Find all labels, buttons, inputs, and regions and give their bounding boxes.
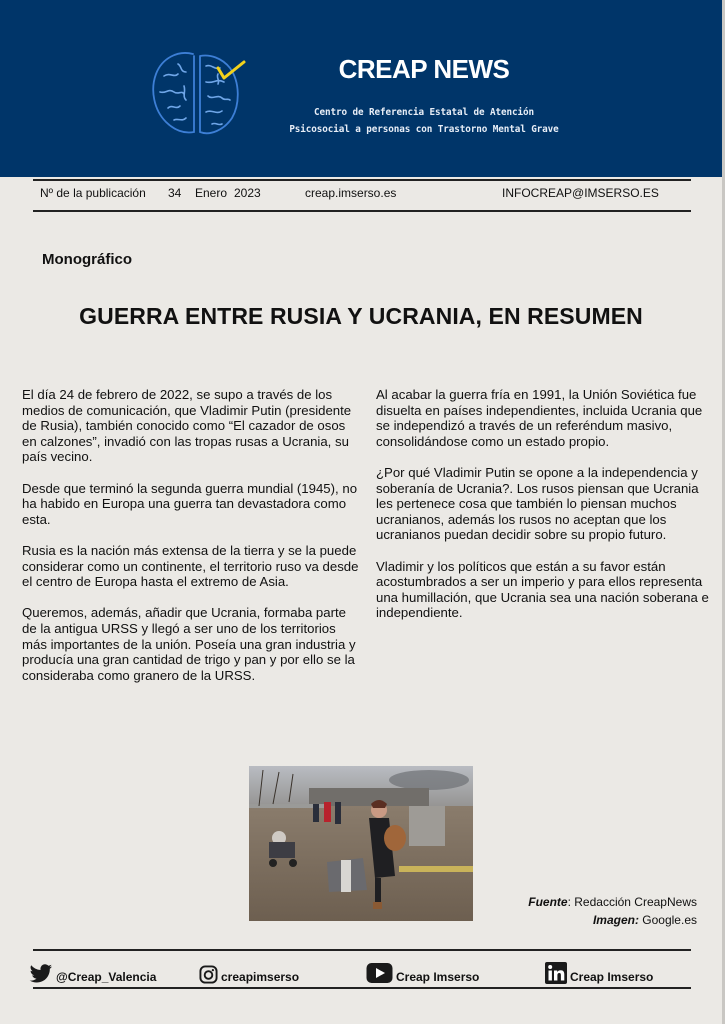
twitter-icon <box>29 964 53 984</box>
publication-bar <box>40 186 690 202</box>
divider <box>33 987 691 989</box>
publication-year: 2023 <box>234 186 261 200</box>
youtube-channel: Creap Imserso <box>396 970 480 984</box>
photo-illustration <box>249 766 473 921</box>
article-photo <box>249 766 473 921</box>
twitter-handle: @Creap_Valencia <box>56 970 157 984</box>
paragraph: Vladimir y los políticos que están a su favor están acostumbrados a ser un imperio y para ellos representa una humillación, que Ucrania sea una nación soberana e independiente. <box>376 558 709 621</box>
publication-label: Nº de la publicación <box>40 186 146 200</box>
masthead <box>0 0 722 177</box>
linkedin-page: Creap Imserso <box>570 970 654 984</box>
social-twitter[interactable] <box>29 958 156 984</box>
divider <box>33 949 691 951</box>
image-value: Google.es <box>638 913 697 927</box>
instagram-handle: creapimserso <box>221 970 300 984</box>
source-label: Fuente <box>528 895 568 909</box>
subtitle-line-2: Psicosocial a personas con Trastorno Mental Grave <box>289 124 559 135</box>
photo-credits <box>528 893 697 929</box>
email-link[interactable]: INFOCREAP@IMSERSO.ES <box>502 186 659 200</box>
subtitle-line-1: Centro de Referencia Estatal de Atención <box>314 107 534 118</box>
instagram-icon <box>199 965 218 984</box>
paragraph: Rusia es la nación más extensa de la tierra y se la puede considerar como un continente, el territorio ruso va desde el centro de Europa hasta el extremo de Asia. <box>22 542 359 590</box>
paragraph: Desde que terminó la segunda guerra mundial (1945), no ha habido en Europa una guerra tan devastadora como esta. <box>22 480 358 527</box>
website-link[interactable]: creap.imserso.es <box>305 186 397 200</box>
article-column-left <box>22 387 360 699</box>
section-label: Monográfico <box>42 251 132 268</box>
newsletter-subtitle <box>270 104 578 138</box>
article-headline: GUERRA ENTRE RUSIA Y UCRANIA, EN RESUMEN <box>79 303 643 329</box>
paragraph: ¿Por qué Vladimir Putin se opone a la independencia y soberanía de Ucrania?. Los rusos piensan que Ucrania les pertenece cosa que también lo piensan muchos ucranianos, además los rusos no aceptan que los ucranianos puedan decidir sobre su propio futuro. <box>376 464 699 543</box>
publication-month: Enero <box>195 186 228 200</box>
source-credit <box>528 893 697 911</box>
divider <box>33 210 691 212</box>
social-instagram[interactable] <box>199 958 299 984</box>
paragraph: Queremos, además, añadir que Ucrania, formaba parte de la antigua URSS y llegó a ser uno de los territorios más importantes de la unión. Poseía una gran industria y producía una gran cantidad de trigo y pan y por ello se la consideraba como granero de la URSS. <box>22 605 356 683</box>
image-label: Imagen: <box>592 913 639 927</box>
newsletter-title: CREAP NEWS <box>338 54 510 84</box>
divider <box>33 179 691 181</box>
paragraph: El día 24 de febrero de 2022, se supo a través de los medios de comunicación, que Vladimir Putin (presidente de Rusia), también conocido como “El cazador de osos en calzones”, invadió con las tropas rusas a Ucrania, su país vecino. <box>22 387 352 465</box>
image-credit <box>528 911 697 929</box>
paragraph: Al acabar la guerra fría en 1991, la Unión Soviética fue disuelta en países independientes, incluida Ucrania que se independizó a través de un referéndum masivo, consolidándose como un estado propio. <box>376 387 703 449</box>
publication-number: 34 <box>168 186 182 200</box>
brain-check-icon <box>148 46 248 138</box>
linkedin-icon <box>545 962 567 984</box>
youtube-icon <box>366 962 393 984</box>
article-column-right <box>376 387 718 637</box>
social-youtube[interactable] <box>366 958 479 984</box>
source-value: : Redacción CreapNews <box>567 895 697 909</box>
social-linkedin[interactable] <box>545 958 653 984</box>
